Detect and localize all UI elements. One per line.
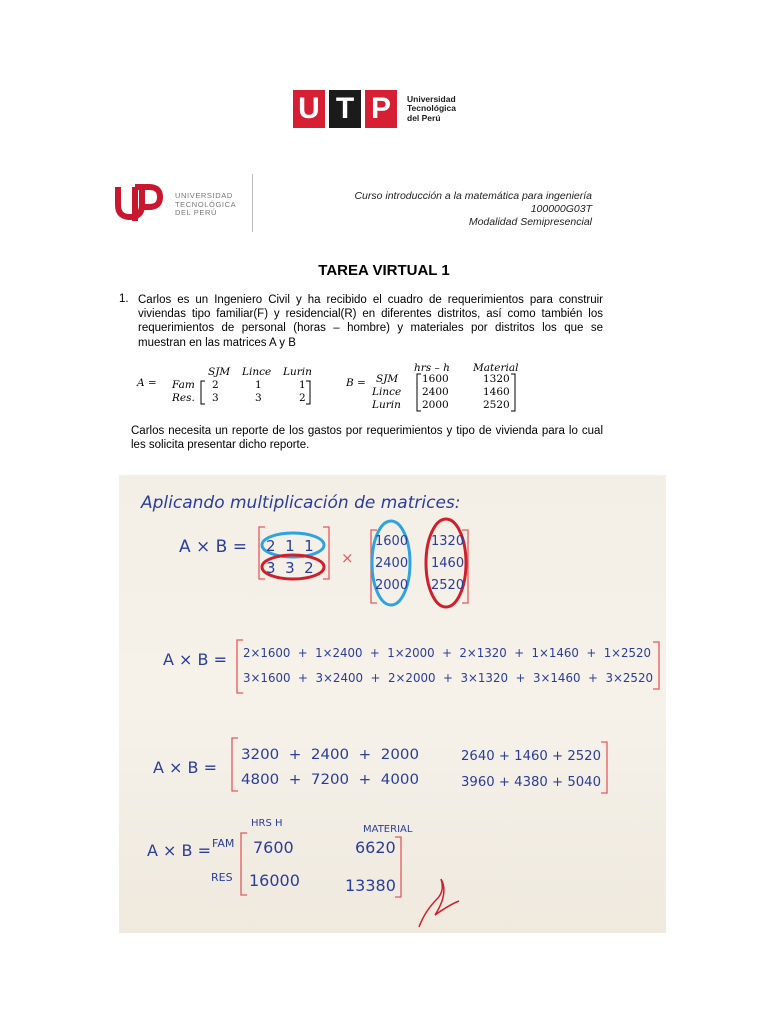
question-text: Carlos es un Ingeniero Civil y ha recibido el cuadro de requerimientos para construir viviendas tipo familiar(F) y residencial(R) en diferentes distritos, así como también los requerimientos de personal (horas – hombre) y materiales por distritos los que se muestran en las matrices A y B	[138, 294, 603, 349]
university-line: DEL PERÚ	[175, 208, 218, 217]
step1-b-cell: 2520	[431, 578, 465, 593]
ab-label: A × B =	[153, 758, 217, 777]
signature-scribble	[419, 879, 459, 927]
matrix-b-col: Material	[473, 362, 519, 374]
step2-row1: 2×1600 + 1×2400 + 1×2000 + 2×1320 + 1×1460 + 1×2520	[243, 646, 651, 660]
question-closing: Carlos necesita un reporte de los gastos por requerimientos y tipo de vivienda para lo cual les solicita presentar dicho reporte.	[131, 425, 603, 452]
page-title: TAREA VIRTUAL 1	[318, 262, 450, 279]
utp-letter-t: T	[329, 90, 361, 128]
matrix-b-row-label: Lurin	[372, 399, 401, 411]
matrix-a-col: Lurin	[283, 366, 312, 378]
matrix-b-cell: 1600	[422, 373, 449, 385]
utp-letter-u: U	[293, 90, 325, 128]
ab-label: A × B =	[147, 841, 211, 860]
handwritten-solution-photo	[119, 475, 666, 933]
step1-a-row1: 2 1 1	[266, 537, 314, 555]
utp-logo	[293, 90, 456, 128]
matrix-b-cell: 2520	[483, 399, 510, 411]
step3-bracket	[232, 738, 238, 791]
step3-row1-right: 2640 + 1460 + 2520	[461, 749, 601, 764]
matrix-b-cell: 2000	[422, 399, 449, 411]
matrix-a-row-label: Res.	[172, 392, 195, 404]
step1-b-cell: 1600	[375, 534, 409, 549]
result-col-header: HRS H	[251, 818, 283, 829]
matrix-b-cell: 2400	[422, 386, 449, 398]
solution-heading: Aplicando multiplicación de matrices:	[141, 493, 461, 513]
matrix-a-cell: 2	[299, 392, 306, 404]
result-col-header: MATERIAL	[363, 824, 413, 835]
matrix-a-col: SJM	[208, 366, 231, 378]
step3-row2-right: 3960 + 4380 + 5040	[461, 775, 601, 790]
utp-logo-name	[407, 95, 456, 124]
step3-bracket	[601, 742, 607, 793]
result-row-label: RES	[211, 871, 233, 884]
matrix-b-row-label: SJM	[376, 373, 399, 385]
matrix-a-row-label: Fam	[172, 379, 195, 391]
university-name	[175, 192, 236, 218]
step1-b-cell: 2400	[375, 556, 409, 571]
matrix-b-col: hrs – h	[414, 362, 450, 374]
step3-row1-left: 3200 + 2400 + 2000	[241, 747, 419, 763]
matrix-a-cell: 1	[255, 379, 262, 391]
step2-bracket	[653, 642, 659, 689]
matrix-a-col: Lince	[242, 366, 272, 378]
header-divider	[252, 174, 253, 232]
course-modality: Modalidad Semipresencial	[468, 216, 592, 228]
whiteboard-canvas	[119, 475, 666, 933]
step2-row2: 3×1600 + 3×2400 + 2×2000 + 3×1320 + 3×1460 + 3×2520	[243, 671, 653, 685]
utp-name-line: Tecnológica	[407, 103, 456, 114]
result-cell: 16000	[249, 871, 300, 890]
ab-label: A × B =	[163, 650, 227, 669]
course-code: 100000G03T	[530, 203, 592, 215]
matrix-b-name: B =	[346, 377, 366, 389]
utp-letter-p: P	[365, 90, 397, 128]
utp-name-line: Universidad	[407, 93, 456, 104]
course-name: Curso introducción a la matemática para ingeniería	[354, 190, 592, 202]
matrix-a-cell: 3	[255, 392, 262, 404]
ab-label: A × B =	[179, 537, 247, 557]
matrix-b-row-label: Lince	[372, 386, 402, 398]
result-cell: 13380	[345, 876, 396, 895]
matrix-a-name: A =	[137, 377, 157, 389]
utp-name-line: del Perú	[407, 112, 441, 123]
matrix-a-cell: 2	[212, 379, 219, 391]
university-line: UNIVERSIDAD	[175, 191, 233, 200]
question-number: 1.	[119, 293, 129, 305]
result-row-label: FAM	[212, 837, 235, 850]
matrix-b-cell: 1460	[483, 386, 510, 398]
matrix-a-cell: 3	[212, 392, 219, 404]
course-info	[354, 190, 592, 229]
step1-a-row2: 3 3 2	[266, 559, 314, 577]
step1-b-cell: 1320	[431, 534, 465, 549]
utp-emblem-icon	[115, 183, 163, 223]
matrix-a-cell: 1	[299, 379, 306, 391]
result-cell: 7600	[253, 838, 294, 857]
matrix-b-cell: 1320	[483, 373, 510, 385]
result-cell: 6620	[355, 838, 396, 857]
step1-b-cell: 1460	[431, 556, 465, 571]
result-bracket	[241, 833, 247, 895]
step3-row2-left: 4800 + 7200 + 4000	[241, 772, 419, 788]
step1-b-cell: 2000	[375, 578, 409, 593]
times-sign: ×	[341, 549, 354, 567]
university-line: TECNOLÓGICA	[175, 199, 237, 209]
